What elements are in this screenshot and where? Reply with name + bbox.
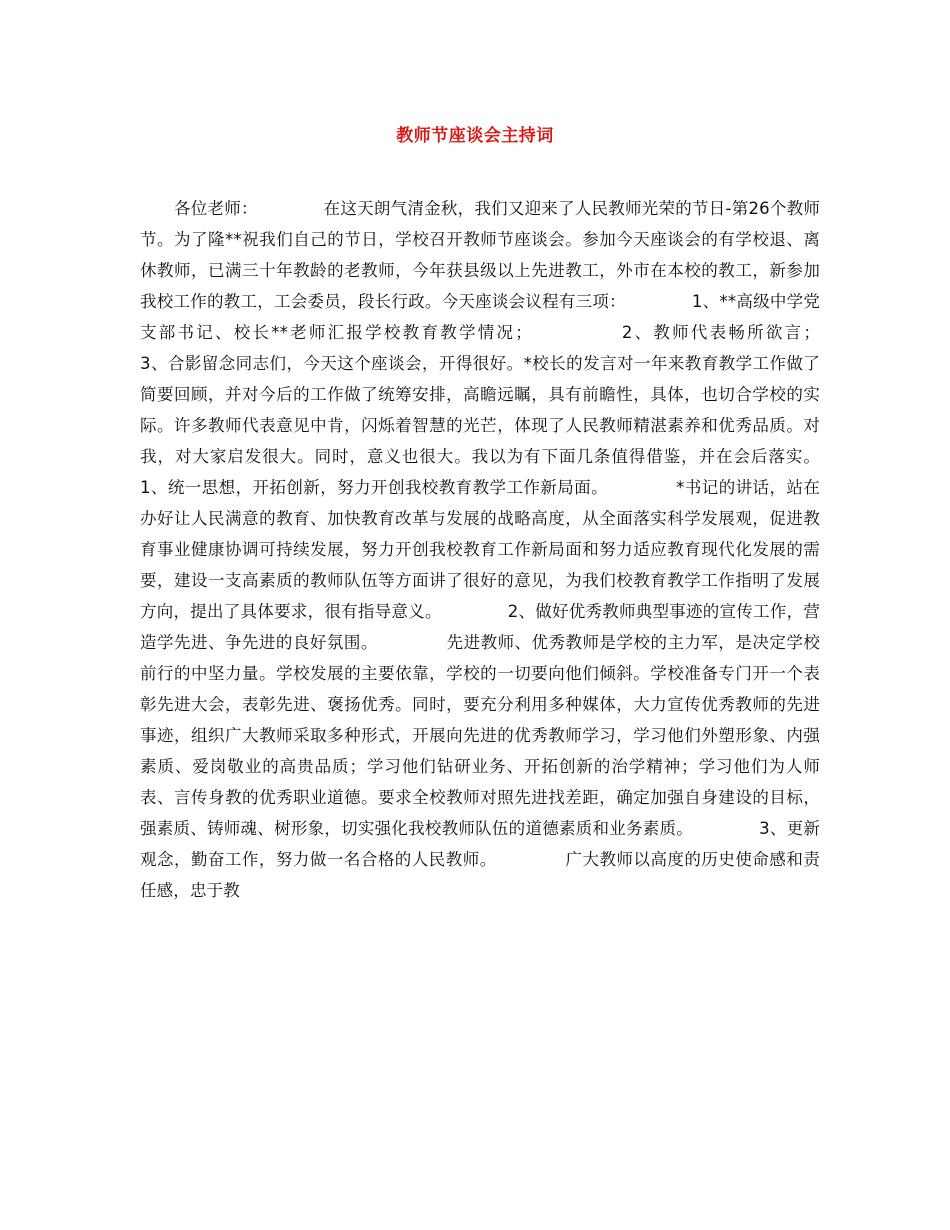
document-title: 教师节座谈会主持词 bbox=[396, 126, 554, 146]
document-body: 各位老师： 在这天朗气清金秋，我们又迎来了人民教师光荣的节日-第26个教师节。为了隆**祝我们自己的节日，学校召开教师节座谈会。参加今天座谈会的有学校退、离休教师，已满三十年教龄的老教师，今年获县级以上先进教工，外市在本校的教工，新参加我校工作的教工，工会委员，段长行政。今天座谈会议程有三项： 1、**高级中学党支部书记、校长**老师汇报学校教育教学情况； 2、教师代表畅所欲言； 3、合影留念同志们，今天这个座谈会，开得很好。*校长的发言对一年来教育教学工作做了简要回顾，并对今后的工作做了统筹安排，高瞻远瞩，具有前瞻性，具体，也切合学校的实际。许多教师代表意见中肯，闪烁着智慧的光芒，体现了人民教师精湛素养和优秀品质。对我，对大家启发很大。同时，意义也很大。我以为有下面几条值得借鉴，并在会后落实。 1、统一思想，开拓创新，努力开创我校教育教学工作新局面。 *书记的讲话，站在办好让人民满意的教育、加快教育改革与发展的战略高度，从全面落实科学发展观，促进教育事业健康协调可持续发展，努力开创我校教育工作新局面和努力适应教育现代化发展的需要，建设一支高素质的教师队伍等方面讲了很好的意见，为我们校教育教学工作指明了发展方向，提出了具体要求，很有指导意义。 2、做好优秀教师典型事迹的宣传工作，营造学先进、争先进的良好氛围。 先进教师、优秀教师是学校的主力军，是决定学校前行的中坚力量。学校发展的主要依靠，学校的一切要向他们倾斜。学校准备专门开一个表彰先进大会，表彰先进、褒扬优秀。同时，要充分利用多种媒体，大力宣传优秀教师的先进事迹，组织广大教师采取多种形式，开展向先进的优秀教师学习，学习他们外塑形象、内强素质、爱岗敬业的高贵品质；学习他们钻研业务、开拓创新的治学精神；学习他们为人师表、言传身教的优秀职业道德。要求全校教师对照先进找差距，确定加强自身建设的目标，强素质、铸师魂、树形象，切实强化我校教师队伍的道德素质和业务素质。 3、更新观念，勤奋工作，努力做一名合格的人民教师。 广大教师以高度的历史使命感和责任感，忠于教 bbox=[140, 199, 885, 900]
